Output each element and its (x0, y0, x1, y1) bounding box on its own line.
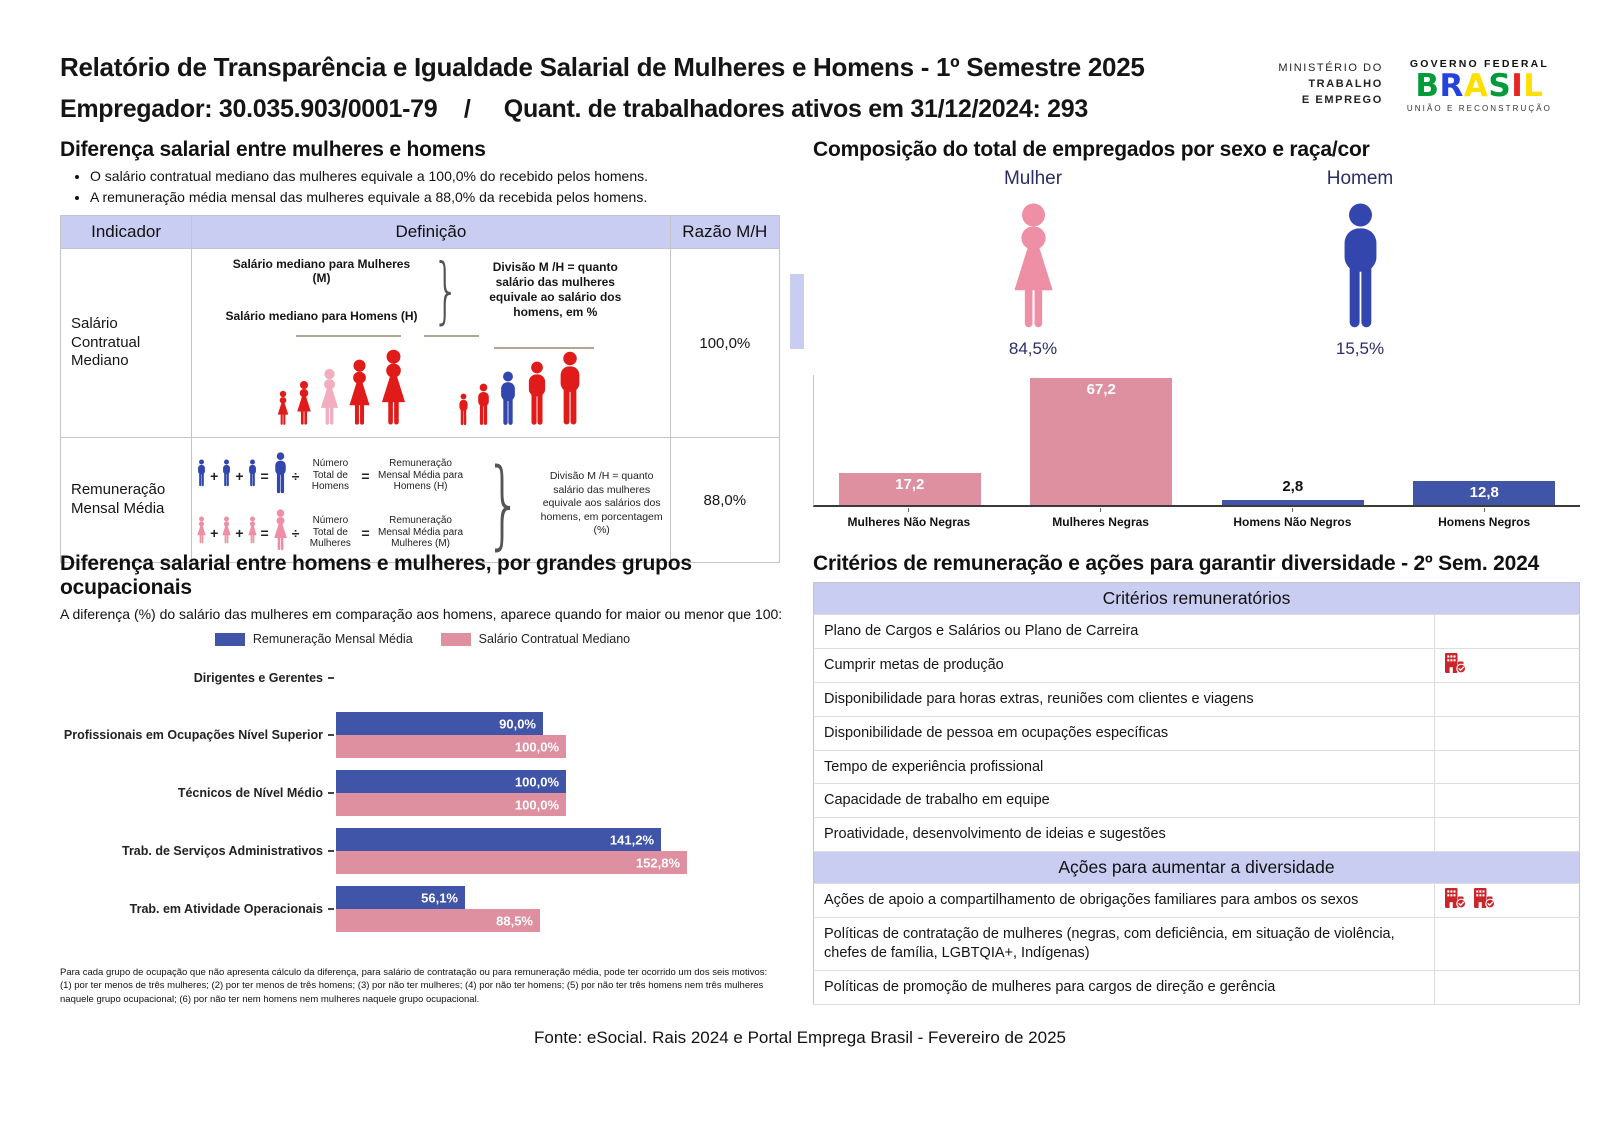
composition-bars (813, 375, 1580, 507)
criteria-row (814, 970, 1580, 1004)
criteria-row (814, 784, 1580, 818)
legend-swatch (215, 633, 245, 646)
legend-label: Salário Contratual Mediano (478, 632, 631, 646)
divide-symbol: ÷ (291, 467, 300, 484)
bar-slot (814, 473, 1006, 505)
connector-line (494, 347, 594, 349)
bar-value-label: 56,1% (421, 890, 458, 905)
divide-symbol: ÷ (291, 524, 300, 541)
bar-value-label: 90,0% (499, 716, 536, 731)
bar (336, 828, 661, 851)
criteria-check-icons (1435, 918, 1580, 971)
mean-division-note: Divisão M /H = quanto salário das mulheres equivale aos salários dos homens, em porcentagem (%) (540, 469, 663, 537)
man-pictogram-icon (457, 393, 470, 431)
bar-slot (1197, 478, 1389, 505)
occupation-label: Dirigentes e Gerentes (193, 670, 323, 685)
occupational-chart (60, 666, 785, 932)
criteria-row (814, 918, 1580, 971)
bar-slot (1389, 481, 1581, 505)
male-figure-block (1260, 168, 1460, 359)
equals-symbol: = (361, 467, 370, 484)
plus-symbol: + (235, 467, 244, 484)
woman-pictogram-icon (276, 390, 290, 431)
median-division-note: Divisão M /H = quanto salário das mulheres equivale ao salário dos homens, em % (489, 260, 622, 319)
bar (336, 712, 543, 735)
bullet-item: • O salário contratual mediano das mulheres equivale a 100,0% do recebido pelos homens. (90, 168, 785, 184)
category-label-text: Mulheres Não Negras (847, 515, 971, 529)
equals-symbol: = (260, 467, 269, 484)
bar (1222, 478, 1364, 505)
ministry-line3: E EMPREGO (1301, 94, 1383, 107)
chart-row (60, 666, 785, 690)
woman-pictogram-icon (378, 349, 409, 431)
equals-symbol: = (361, 524, 370, 541)
axis-tick (328, 792, 334, 794)
criteria-row (814, 648, 1580, 682)
brasil-wordmark: BRASIL (1415, 68, 1544, 104)
criteria-label: Ações de apoio a compartilhamento de obrigações familiares para ambos os sexos (814, 884, 1435, 918)
composition-title: Composição do total de empregados por sexo e raça/cor (813, 138, 1370, 161)
criteria-row (814, 716, 1580, 750)
female-percentage: 84,5% (1008, 339, 1058, 358)
criteria-row (814, 884, 1580, 918)
column-header-indicator: Indicador (61, 216, 192, 249)
bar-value-label: 100,0% (514, 774, 559, 789)
salary-gap-table (60, 215, 780, 563)
criteria-label: Plano de Cargos e Salários ou Plano de Carreira (814, 615, 1435, 649)
legend-swatch (441, 633, 471, 646)
occupational-panel (60, 536, 785, 1006)
bar (336, 735, 566, 758)
female-figure-block (933, 168, 1133, 359)
criteria-row (814, 615, 1580, 649)
criteria-check-icons (1435, 818, 1580, 852)
criteria-check-icons (1435, 884, 1580, 918)
man-pictogram-icon (221, 459, 232, 492)
bar-group (336, 770, 566, 816)
man-pictogram-icon (247, 459, 258, 492)
connector-line (424, 335, 479, 337)
criteria-label: Disponibilidade para horas extras, reuniões com clientes e viagens (814, 682, 1435, 716)
bar-value-label: 152,8% (635, 855, 680, 870)
plus-symbol: + (235, 524, 244, 541)
criteria-label: Políticas de contratação de mulheres (negras, com deficiência, em situação de violência, chefes de família, LGBTQIA+, Indígenas) (814, 918, 1435, 971)
logos (1278, 58, 1552, 113)
criteria-check-icons (1435, 716, 1580, 750)
table-row-median-salary (61, 249, 780, 438)
ministry-line1: MINISTÉRIO DO (1278, 62, 1383, 75)
occupational-footnote: Para cada grupo de ocupação que não apresenta cálculo da diferença, para salário de contratação ou para remuneração média, pode ter ocorrido um dos seis motivos:(1) por ter menos de três mulheres; (2) por ter menos de três homens; (3) por não ter mulheres; (4) por não ter homens; (5) por não ter três homens nem três mulheres naquele grupo ocupacional; (6) por não ter nem homens nem mulheres naquele grupo ocupacional. (60, 967, 768, 1005)
bar-group (336, 886, 540, 932)
criteria-check-icons (1435, 750, 1580, 784)
bar-group (336, 712, 566, 758)
plus-symbol: + (210, 524, 219, 541)
bar-group (336, 828, 687, 874)
criteria-section-header: Critérios remuneratórios (814, 583, 1580, 615)
column-header-definition: Definição (192, 216, 671, 249)
criteria-check-icons (1435, 970, 1580, 1004)
criteria-check-icons (1435, 648, 1580, 682)
bar-value-label: 100,0% (514, 739, 559, 754)
legend-label: Remuneração Mensal Média (252, 632, 413, 646)
man-pictogram-icon (196, 459, 207, 492)
women-count-label: Número Total de Mulheres (309, 515, 351, 550)
bar (839, 473, 981, 505)
men-result-label: Remuneração Mensal Média para Homens (H) (378, 458, 464, 493)
bar-value-label: 141,2% (609, 832, 654, 847)
criteria-row (814, 750, 1580, 784)
criteria-label: Políticas de promoção de mulheres para cargos de direção e gerência (814, 970, 1435, 1004)
woman-pictogram-icon (346, 359, 373, 431)
criteria-row (814, 818, 1580, 852)
criteria-label: Proatividade, desenvolvimento de ideias e sugestões (814, 818, 1435, 852)
occupation-label: Técnicos de Nível Médio (177, 785, 323, 800)
criteria-label: Cumprir metas de produção (814, 648, 1435, 682)
axis-tick (328, 850, 334, 852)
indicator-median-salary: Salário Contratual Mediano (61, 249, 192, 438)
male-label: Homem (1326, 168, 1394, 189)
criteria-check-icons (1435, 784, 1580, 818)
source-footer: Fonte: eSocial. Rais 2024 e Portal Emprega Brasil - Fevereiro de 2025 (534, 1027, 1066, 1047)
bar (1030, 378, 1172, 505)
brace-glyph: } (432, 247, 460, 332)
criteria-label: Tempo de experiência profissional (814, 750, 1435, 784)
criteria-check-icons (1435, 615, 1580, 649)
bar-value-label: 17,2 (895, 476, 925, 493)
criteria-row (814, 682, 1580, 716)
govbr-logo (1407, 58, 1552, 113)
bar-value-label: 100,0% (514, 797, 559, 812)
criteria-section-row (814, 852, 1580, 884)
bar-value-label: 12,8 (1469, 484, 1499, 501)
decorative-strip (790, 274, 804, 349)
category-label-text: Homens Negros (1438, 515, 1531, 529)
man-median-pictogram-icon (497, 371, 519, 431)
category-label (813, 508, 1005, 529)
ministry-logo (1278, 61, 1383, 109)
chart-row (60, 828, 785, 874)
company-check-icon (1443, 887, 1467, 909)
bar (336, 770, 566, 793)
definition-median-salary (192, 249, 671, 438)
median-pictogram (196, 333, 666, 431)
man-pictogram-icon (555, 351, 585, 431)
criteria-section-row (814, 583, 1580, 615)
chart-row (60, 886, 785, 932)
criteria-label: Disponibilidade de pessoa em ocupações específicas (814, 716, 1435, 750)
category-label-text: Homens Não Negros (1233, 515, 1352, 529)
bullet-item: • A remuneração média mensal das mulheres equivale a 88,0% da recebida pelos homens. (90, 189, 785, 205)
company-check-icon (1472, 887, 1496, 909)
criteria-title: Critérios de remuneração e ações para garantir diversidade - 2º Sem. 2024 (813, 552, 1540, 575)
woman-median-pictogram-icon (318, 368, 341, 431)
govbr-bottom-label: UNIÃO E RECONSTRUÇÃO (1406, 103, 1552, 113)
man-pictogram-icon (524, 361, 550, 431)
bar (336, 909, 540, 932)
bar-value-label: 2,8 (1282, 478, 1304, 495)
man-figure-icon (1335, 202, 1386, 335)
ministry-line2: TRABALHO (1308, 78, 1383, 91)
female-label: Mulher (1003, 168, 1063, 189)
category-label (1388, 508, 1580, 529)
axis-tick (328, 734, 334, 736)
column-header-ratio: Razão M/H (670, 216, 779, 249)
govbr-top-label: GOVERNO FEDERAL (1409, 58, 1550, 70)
chart-row (60, 712, 785, 758)
men-count-label: Número Total de Homens (311, 458, 349, 493)
man-pictogram-icon (475, 383, 492, 431)
median-women-label: Salário mediano para Mulheres (M) (232, 257, 411, 285)
connector-line (296, 335, 401, 337)
bar (1413, 481, 1555, 505)
criteria-label: Capacidade de trabalho em equipe (814, 784, 1435, 818)
occupational-legend (60, 632, 785, 646)
criteria-section-header: Ações para aumentar a diversidade (814, 852, 1580, 884)
occupational-title: Diferença salarial entre homens e mulheres, por grandes grupos ocupacionais (60, 552, 692, 599)
legend-item (215, 632, 413, 646)
equals-symbol: = (260, 524, 269, 541)
men-formula-row (196, 452, 468, 499)
brace-glyph: } (484, 447, 522, 560)
composition-labels (813, 508, 1580, 529)
axis-tick (328, 908, 334, 910)
company-check-icon (1443, 652, 1467, 674)
sex-figures (813, 168, 1580, 359)
bar-slot (1006, 378, 1198, 505)
bar (336, 886, 465, 909)
woman-figure-icon (1008, 202, 1059, 335)
bar (336, 851, 687, 874)
ratio-mean-remuneration: 88,0% (670, 438, 779, 563)
women-result-label: Remuneração Mensal Média para Mulheres (M) (378, 515, 464, 550)
occupation-label: Trab. de Serviços Administrativos (122, 843, 323, 858)
category-label (1197, 508, 1389, 529)
salary-gap-bullets (90, 168, 785, 205)
occupational-subtitle: A diferença (%) do salário das mulheres em comparação aos homens, aparece quando for maior ou menor que 100: (60, 606, 783, 622)
axis-tick (328, 677, 334, 679)
woman-pictogram-icon (295, 380, 313, 431)
criteria-check-icons (1435, 682, 1580, 716)
header (0, 0, 1600, 124)
median-men-label: Salário mediano para Homens (H) (225, 309, 418, 323)
bar-value-label: 88,5% (496, 913, 533, 928)
criteria-panel (813, 536, 1580, 1006)
employer-line: Empregador: 30.035.903/0001-79 / Quant. de trabalhadores ativos em 31/12/2024: 293 (60, 95, 1088, 123)
criteria-table (813, 582, 1580, 1005)
page-title: Relatório de Transparência e Igualdade Salarial de Mulheres e Homens - 1º Semestre 2025 (60, 52, 1145, 82)
indicator-mean-remuneration: Remuneração Mensal Média (61, 438, 192, 563)
main-content (0, 124, 1600, 1006)
composition-panel (813, 124, 1580, 536)
ratio-median-salary: 100,0% (670, 249, 779, 438)
chart-row (60, 770, 785, 816)
salary-gap-title: Diferença salarial entre mulheres e homens (60, 138, 486, 161)
composition-chart (813, 375, 1580, 529)
category-label-text: Mulheres Negras (1052, 515, 1149, 529)
bar (336, 793, 566, 816)
man-pictogram-icon (272, 452, 289, 499)
legend-item (441, 632, 630, 646)
male-percentage: 15,5% (1335, 339, 1385, 358)
plus-symbol: + (210, 467, 219, 484)
bar-value-label: 67,2 (1086, 381, 1116, 398)
category-label (1005, 508, 1197, 529)
salary-gap-panel (60, 124, 785, 560)
occupation-label: Profissionais em Ocupações Nível Superior (63, 727, 323, 742)
occupation-label: Trab. em Atividade Operacionais (129, 901, 323, 916)
